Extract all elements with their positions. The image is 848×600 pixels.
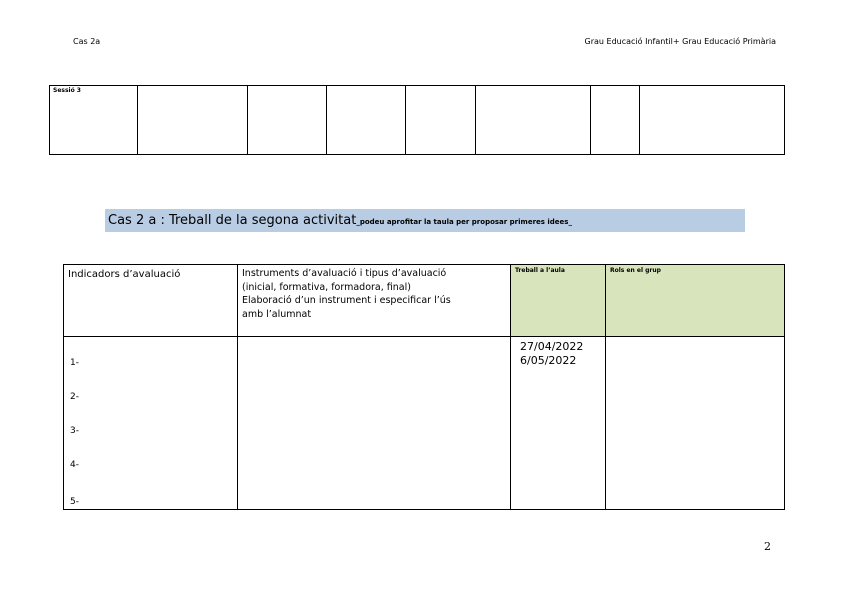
header-indicators <box>64 265 238 337</box>
session-label: Sessió 3 <box>53 87 81 94</box>
indicators-heading: Indicadors d’avaluació <box>68 269 181 280</box>
date-item: 27/04/2022 <box>520 340 584 353</box>
session-cell <box>138 86 248 155</box>
instruments-heading-line1: Instruments d’avaluació i tipus d’avaluació <box>242 268 447 279</box>
session-table <box>49 85 785 155</box>
indicator-item: 3- <box>70 426 79 436</box>
date-item: 6/05/2022 <box>520 354 577 367</box>
session-cell <box>476 86 591 155</box>
header-roles <box>606 265 785 337</box>
session-cell <box>327 86 406 155</box>
header-classwork <box>511 265 606 337</box>
classwork-heading: Treball a l’aula <box>515 267 565 274</box>
header-left: Cas 2a <box>73 37 101 46</box>
roles-heading: Rols en el grup <box>610 267 661 274</box>
instruments-cell <box>238 337 511 510</box>
indicator-item: 4- <box>70 460 79 470</box>
indicator-item: 1- <box>70 358 79 368</box>
banner-note: _podeu aprofitar la taula per proposar primeres idees_ <box>356 218 572 226</box>
page-number: 2 <box>764 540 771 553</box>
header-right: Grau Educació Infantil+ Grau Educació Primària <box>584 37 776 46</box>
dates-cell <box>511 337 606 510</box>
activity-banner <box>105 209 745 232</box>
header-instruments <box>238 265 511 337</box>
instruments-heading-line4: amb l’alumnat <box>242 308 312 320</box>
indicators-cell <box>64 337 238 510</box>
session-cell <box>640 86 785 155</box>
session-cell <box>248 86 327 155</box>
indicator-item: 2- <box>70 392 79 402</box>
banner-title: Cas 2 a : Treball de la segona activitat <box>108 213 357 228</box>
session-cell <box>591 86 640 155</box>
roles-cell <box>606 337 785 510</box>
session-label-cell <box>50 86 138 155</box>
session-cell <box>406 86 476 155</box>
instruments-heading-line3: Elaboració d’un instrument i especificar l’ús <box>242 295 451 306</box>
indicator-item: 5- <box>70 497 79 507</box>
instruments-heading-line2: (inicial, formativa, formadora, final) <box>242 281 411 293</box>
evaluation-table <box>63 264 785 510</box>
